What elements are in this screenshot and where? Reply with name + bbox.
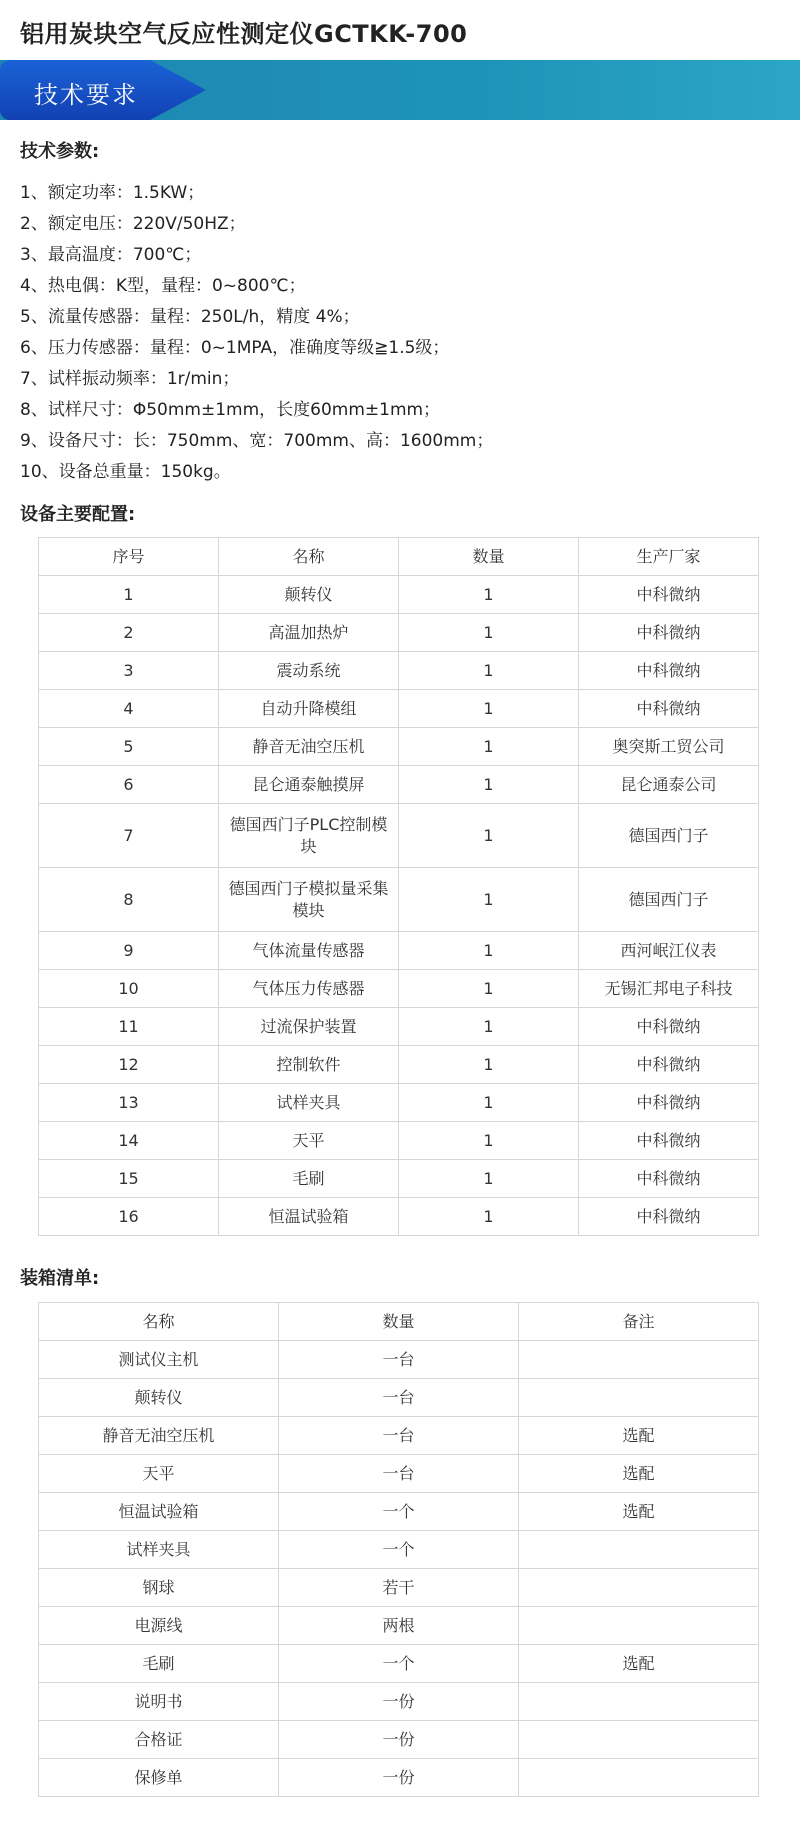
table-row bbox=[39, 1008, 759, 1046]
table-cell: 1 bbox=[399, 690, 579, 728]
config-column-header: 生产厂家 bbox=[579, 538, 759, 576]
table-cell: 一台 bbox=[279, 1417, 519, 1455]
table-cell: 静音无油空压机 bbox=[39, 1417, 279, 1455]
table-cell: 1 bbox=[399, 652, 579, 690]
table-cell: 控制软件 bbox=[219, 1046, 399, 1084]
table-cell: 1 bbox=[399, 932, 579, 970]
table-cell: 西河岷江仪表 bbox=[579, 932, 759, 970]
table-cell: 一份 bbox=[279, 1721, 519, 1759]
packing-column-header: 名称 bbox=[39, 1303, 279, 1341]
tech-param-item: 10、设备总重量：150kg。 bbox=[20, 462, 231, 482]
table-row bbox=[39, 1759, 759, 1797]
table-row bbox=[39, 1607, 759, 1645]
tech-param-item: 9、设备尺寸：长：750mm、宽：700mm、高：1600mm； bbox=[20, 431, 494, 451]
table-cell: 过流保护装置 bbox=[219, 1008, 399, 1046]
table-cell: 选配 bbox=[519, 1417, 759, 1455]
table-cell: 一份 bbox=[279, 1759, 519, 1797]
table-cell: 1 bbox=[399, 614, 579, 652]
table-cell: 选配 bbox=[519, 1493, 759, 1531]
config-heading: 设备主要配置: bbox=[20, 504, 136, 525]
tech-param-item: 7、试样振动频率：1r/min； bbox=[20, 369, 240, 389]
table-cell: 合格证 bbox=[39, 1721, 279, 1759]
table-cell: 恒温试验箱 bbox=[219, 1198, 399, 1236]
packing-column-header: 数量 bbox=[279, 1303, 519, 1341]
table-cell: 气体压力传感器 bbox=[219, 970, 399, 1008]
table-cell bbox=[519, 1721, 759, 1759]
table-cell: 1 bbox=[399, 1008, 579, 1046]
table-cell: 16 bbox=[39, 1198, 219, 1236]
table-cell: 中科微纳 bbox=[579, 1008, 759, 1046]
tech-param-item: 6、压力传感器：量程：0~1MPA，准确度等级≧1.5级； bbox=[20, 338, 450, 358]
tech-params-list bbox=[20, 178, 493, 488]
table-cell bbox=[519, 1341, 759, 1379]
table-cell: 选配 bbox=[519, 1645, 759, 1683]
table-cell: 1 bbox=[399, 1122, 579, 1160]
table-cell bbox=[519, 1531, 759, 1569]
packing-header-row bbox=[39, 1303, 759, 1341]
config-column-header: 序号 bbox=[39, 538, 219, 576]
table-row bbox=[39, 1046, 759, 1084]
tech-param-item: 4、热电偶：K型，量程：0~800℃； bbox=[20, 276, 306, 296]
table-cell: 12 bbox=[39, 1046, 219, 1084]
tech-param-item: 3、最高温度：700℃； bbox=[20, 245, 202, 265]
table-cell: 3 bbox=[39, 652, 219, 690]
table-cell: 保修单 bbox=[39, 1759, 279, 1797]
table-cell: 1 bbox=[399, 1046, 579, 1084]
table-cell: 一台 bbox=[279, 1341, 519, 1379]
table-cell: 中科微纳 bbox=[579, 576, 759, 614]
tech-params-heading: 技术参数: bbox=[20, 141, 100, 162]
table-row bbox=[39, 1493, 759, 1531]
table-cell: 高温加热炉 bbox=[219, 614, 399, 652]
table-cell bbox=[519, 1379, 759, 1417]
packing-heading: 装箱清单: bbox=[20, 1268, 100, 1289]
table-row bbox=[39, 1160, 759, 1198]
table-row bbox=[39, 652, 759, 690]
table-cell: 天平 bbox=[219, 1122, 399, 1160]
table-row bbox=[39, 1379, 759, 1417]
table-cell: 7 bbox=[39, 804, 219, 868]
table-cell: 无锡汇邦电子科技 bbox=[579, 970, 759, 1008]
table-cell: 15 bbox=[39, 1160, 219, 1198]
table-cell: 中科微纳 bbox=[579, 1198, 759, 1236]
table-cell: 1 bbox=[39, 576, 219, 614]
table-cell: 一个 bbox=[279, 1531, 519, 1569]
tech-param-item: 8、试样尺寸：Φ50mm±1mm，长度60mm±1mm； bbox=[20, 400, 441, 420]
table-cell: 昆仑通泰公司 bbox=[579, 766, 759, 804]
table-cell: 选配 bbox=[519, 1455, 759, 1493]
table-cell: 1 bbox=[399, 1198, 579, 1236]
table-cell: 14 bbox=[39, 1122, 219, 1160]
table-cell bbox=[519, 1569, 759, 1607]
table-row bbox=[39, 1341, 759, 1379]
table-row bbox=[39, 1721, 759, 1759]
table-row bbox=[39, 690, 759, 728]
page-title: 铝用炭块空气反应性测定仪GCTKK-700 bbox=[20, 20, 468, 48]
tech-param-item: 5、流量传感器：量程：250L/h，精度 4%； bbox=[20, 307, 360, 327]
table-row bbox=[39, 1198, 759, 1236]
table-cell: 颠转仪 bbox=[219, 576, 399, 614]
table-cell: 中科微纳 bbox=[579, 1084, 759, 1122]
table-row bbox=[39, 728, 759, 766]
table-cell: 6 bbox=[39, 766, 219, 804]
table-cell: 试样夹具 bbox=[219, 1084, 399, 1122]
table-cell: 1 bbox=[399, 868, 579, 932]
table-cell: 一台 bbox=[279, 1379, 519, 1417]
table-row bbox=[39, 970, 759, 1008]
table-cell bbox=[519, 1607, 759, 1645]
table-row bbox=[39, 1417, 759, 1455]
table-row bbox=[39, 868, 759, 932]
table-cell: 2 bbox=[39, 614, 219, 652]
tech-param-item: 2、额定电压：220V/50HZ； bbox=[20, 214, 246, 234]
table-cell: 5 bbox=[39, 728, 219, 766]
table-cell: 8 bbox=[39, 868, 219, 932]
table-cell: 若干 bbox=[279, 1569, 519, 1607]
table-cell: 9 bbox=[39, 932, 219, 970]
table-cell: 测试仪主机 bbox=[39, 1341, 279, 1379]
tech-param-item: 1、额定功率：1.5KW； bbox=[20, 183, 205, 203]
section-banner bbox=[0, 60, 800, 120]
table-row bbox=[39, 614, 759, 652]
table-row bbox=[39, 1455, 759, 1493]
table-cell bbox=[519, 1759, 759, 1797]
table-row bbox=[39, 1645, 759, 1683]
table-cell: 德国西门子模拟量采集模块 bbox=[219, 868, 399, 932]
table-cell: 4 bbox=[39, 690, 219, 728]
table-cell: 颠转仪 bbox=[39, 1379, 279, 1417]
table-cell: 1 bbox=[399, 1084, 579, 1122]
table-cell: 德国西门子 bbox=[579, 868, 759, 932]
table-cell: 两根 bbox=[279, 1607, 519, 1645]
table-row bbox=[39, 804, 759, 868]
table-row bbox=[39, 1569, 759, 1607]
table-cell: 13 bbox=[39, 1084, 219, 1122]
table-cell: 1 bbox=[399, 576, 579, 614]
banner-label: 技术要求 bbox=[34, 81, 138, 109]
table-cell: 钢球 bbox=[39, 1569, 279, 1607]
table-cell: 中科微纳 bbox=[579, 690, 759, 728]
table-cell: 说明书 bbox=[39, 1683, 279, 1721]
table-cell: 一个 bbox=[279, 1493, 519, 1531]
table-row bbox=[39, 932, 759, 970]
config-header-row bbox=[39, 538, 759, 576]
config-column-header: 数量 bbox=[399, 538, 579, 576]
table-cell: 德国西门子 bbox=[579, 804, 759, 868]
table-cell: 昆仑通泰触摸屏 bbox=[219, 766, 399, 804]
packing-table bbox=[38, 1302, 759, 1797]
config-column-header: 名称 bbox=[219, 538, 399, 576]
table-cell: 中科微纳 bbox=[579, 614, 759, 652]
table-cell: 中科微纳 bbox=[579, 1122, 759, 1160]
table-cell: 自动升降模组 bbox=[219, 690, 399, 728]
table-cell: 1 bbox=[399, 970, 579, 1008]
table-cell: 毛刷 bbox=[39, 1645, 279, 1683]
table-cell: 11 bbox=[39, 1008, 219, 1046]
table-cell: 中科微纳 bbox=[579, 1046, 759, 1084]
table-row bbox=[39, 576, 759, 614]
table-cell: 试样夹具 bbox=[39, 1531, 279, 1569]
table-cell: 中科微纳 bbox=[579, 1160, 759, 1198]
table-cell: 天平 bbox=[39, 1455, 279, 1493]
table-cell: 1 bbox=[399, 804, 579, 868]
packing-column-header: 备注 bbox=[519, 1303, 759, 1341]
table-cell: 奥突斯工贸公司 bbox=[579, 728, 759, 766]
table-cell: 电源线 bbox=[39, 1607, 279, 1645]
table-row bbox=[39, 1122, 759, 1160]
table-cell: 静音无油空压机 bbox=[219, 728, 399, 766]
table-cell: 10 bbox=[39, 970, 219, 1008]
table-cell: 毛刷 bbox=[219, 1160, 399, 1198]
table-row bbox=[39, 1084, 759, 1122]
table-cell: 1 bbox=[399, 1160, 579, 1198]
table-row bbox=[39, 1683, 759, 1721]
table-cell: 中科微纳 bbox=[579, 652, 759, 690]
table-cell: 一份 bbox=[279, 1683, 519, 1721]
table-cell: 1 bbox=[399, 728, 579, 766]
table-cell: 震动系统 bbox=[219, 652, 399, 690]
table-cell: 一个 bbox=[279, 1645, 519, 1683]
table-cell bbox=[519, 1683, 759, 1721]
table-cell: 德国西门子PLC控制模块 bbox=[219, 804, 399, 868]
table-cell: 一台 bbox=[279, 1455, 519, 1493]
table-row bbox=[39, 766, 759, 804]
table-cell: 恒温试验箱 bbox=[39, 1493, 279, 1531]
config-table bbox=[38, 537, 759, 1236]
table-cell: 1 bbox=[399, 766, 579, 804]
table-cell: 气体流量传感器 bbox=[219, 932, 399, 970]
table-row bbox=[39, 1531, 759, 1569]
